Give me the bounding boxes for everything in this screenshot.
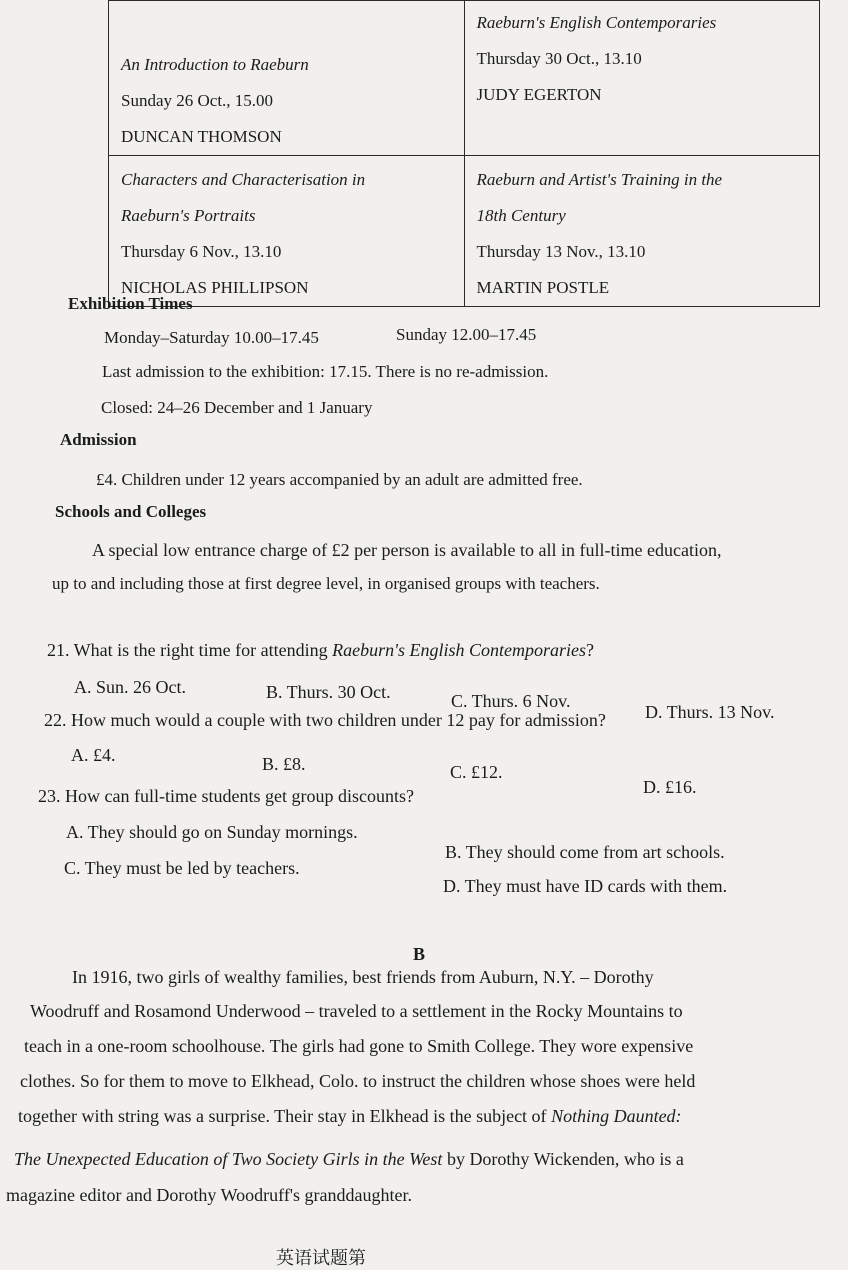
lecture-speaker: MARTIN POSTLE bbox=[476, 278, 610, 297]
lecture-title-line2: 18th Century bbox=[476, 206, 566, 225]
question-23: 23. How can full-time students get group discounts? bbox=[38, 786, 414, 806]
lecture-cell-4 bbox=[464, 156, 820, 307]
lecture-title-line2: Raeburn's Portraits bbox=[121, 206, 256, 225]
option-22-c[interactable]: C. £12. bbox=[450, 762, 503, 782]
lecture-date: Thursday 30 Oct., 13.10 bbox=[476, 49, 642, 68]
admission-heading: Admission bbox=[60, 430, 137, 449]
lecture-cell-1 bbox=[109, 1, 465, 156]
lecture-date: Thursday 13 Nov., 13.10 bbox=[476, 242, 646, 261]
option-23-a[interactable]: A. They should go on Sunday mornings. bbox=[66, 822, 358, 842]
lecture-speaker: JUDY EGERTON bbox=[476, 85, 602, 104]
option-21-a[interactable]: A. Sun. 26 Oct. bbox=[74, 677, 186, 697]
option-21-c[interactable]: C. Thurs. 6 Nov. bbox=[451, 691, 571, 711]
option-21-b[interactable]: B. Thurs. 30 Oct. bbox=[266, 682, 391, 702]
lecture-title-line1: Characters and Characterisation in bbox=[121, 170, 366, 189]
lecture-cell-3 bbox=[109, 156, 465, 307]
lecture-speaker: DUNCAN THOMSON bbox=[121, 127, 282, 146]
passage-line-6: The Unexpected Education of Two Society Girls in the West by Dorothy Wickenden, who is a bbox=[14, 1149, 684, 1169]
schools-heading: Schools and Colleges bbox=[55, 502, 207, 521]
book-title-part-2: The Unexpected Education of Two Society Girls in the West bbox=[14, 1149, 443, 1169]
passage-line-2: Woodruff and Rosamond Underwood – traveled to a settlement in the Rocky Mountains to bbox=[30, 1001, 683, 1021]
sunday-times: Sunday 12.00–17.45 bbox=[396, 325, 537, 344]
option-21-d[interactable]: D. Thurs. 13 Nov. bbox=[645, 702, 775, 722]
section-b-label: B bbox=[413, 944, 426, 964]
question-22: 22. How much would a couple with two children under 12 pay for admission? bbox=[44, 710, 606, 730]
passage-line-3: teach in a one-room schoolhouse. The girls had gone to Smith College. They wore expensive bbox=[24, 1036, 694, 1056]
option-22-b[interactable]: B. £8. bbox=[262, 754, 306, 774]
book-title-part-1: Nothing Daunted: bbox=[551, 1106, 682, 1126]
option-23-b[interactable]: B. They should come from art schools. bbox=[445, 842, 725, 862]
lecture-title-line1: Raeburn and Artist's Training in the bbox=[476, 170, 723, 189]
last-admission: Last admission to the exhibition: 17.15. There is no re-admission. bbox=[102, 362, 549, 381]
page-footer: 英语试题第 bbox=[276, 1248, 366, 1269]
admission-text: £4. Children under 12 years accompanied by an adult are admitted free. bbox=[96, 470, 583, 489]
lecture-date: Thursday 6 Nov., 13.10 bbox=[121, 242, 282, 261]
passage-line-1: In 1916, two girls of wealthy families, best friends from Auburn, N.Y. – Dorothy bbox=[72, 967, 654, 987]
schools-line-2: up to and including those at first degree level, in organised groups with teachers. bbox=[52, 574, 600, 593]
option-23-c[interactable]: C. They must be led by teachers. bbox=[64, 858, 300, 878]
lecture-date: Sunday 26 Oct., 15.00 bbox=[121, 91, 274, 110]
lecture-cell-2 bbox=[464, 1, 820, 156]
exhibition-heading: Exhibition Times bbox=[68, 294, 193, 313]
lecture-table bbox=[108, 0, 820, 307]
option-22-a[interactable]: A. £4. bbox=[71, 745, 116, 765]
passage-line-4: clothes. So for them to move to Elkhead, Colo. to instruct the children whose shoes were held bbox=[20, 1071, 696, 1091]
question-21: 21. What is the right time for attending Raeburn's English Contemporaries? bbox=[47, 640, 594, 660]
option-22-d[interactable]: D. £16. bbox=[643, 777, 697, 797]
option-23-d[interactable]: D. They must have ID cards with them. bbox=[443, 876, 728, 896]
schools-line-1: A special low entrance charge of £2 per person is available to all in full-time education, bbox=[92, 540, 722, 560]
lecture-title: Raeburn's English Contemporaries bbox=[476, 13, 717, 32]
weekday-times: Monday–Saturday 10.00–17.45 bbox=[104, 328, 319, 347]
lecture-title: An Introduction to Raeburn bbox=[121, 55, 309, 74]
passage-line-7: magazine editor and Dorothy Woodruff's granddaughter. bbox=[6, 1185, 413, 1205]
passage-line-5: together with string was a surprise. Their stay in Elkhead is the subject of Nothing Daunted: bbox=[18, 1106, 682, 1126]
closed-dates: Closed: 24–26 December and 1 January bbox=[101, 398, 373, 417]
lecture-speaker: NICHOLAS PHILLIPSON bbox=[121, 278, 309, 297]
